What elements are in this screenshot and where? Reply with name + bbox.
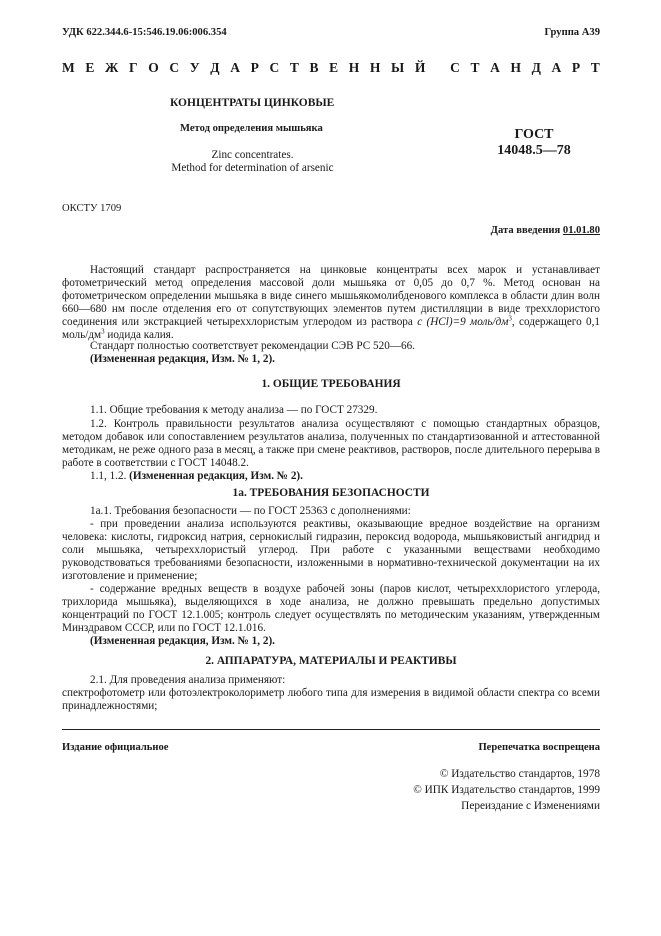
section-1-amendment: [62, 470, 600, 483]
gost-designation: [484, 127, 584, 159]
intro-text: Настоящий стандарт распространяется на цинковые концентраты всех марок и устанавливает фотометрический метод определения массовой доли мышьяка от 0,05 до 0,7 %. Метод основан на фотометрическом определении мышьяка в виде синего мышьякомолибденового комплекса в области длин волн 660—680 нм после отделения его от сопутствующих элементов путем дистилляции в виде треххлористого соединения или экстракцией четыреххлористым углеродом из раствора: [62, 264, 600, 329]
intro-date-value: 01.01.80: [562, 225, 600, 236]
english-title-line2: Method for determination of arsenic: [171, 162, 334, 174]
intro-date-label: Дата введения: [490, 225, 561, 236]
section-1-amendment-text: (Измененная редакция, Изм. № 2).: [129, 470, 303, 482]
english-title-line1: Zinc concentrates.: [211, 149, 294, 161]
section-1a-1: 1а.1. Требования безопасности — по ГОСТ 25363 с дополнениями:: [90, 505, 411, 517]
intro-unit-power-1: 3: [508, 314, 512, 323]
section-2-heading: 2. АППАРАТУРА, МАТЕРИАЛЫ И РЕАКТИВЫ: [205, 655, 457, 667]
reprint-notice: Перепечатка воспрещена: [478, 742, 600, 753]
intro-paragraph: [62, 264, 600, 343]
udk-code: УДК 622.344.6-15:546.19.06:006.354: [62, 27, 227, 38]
intro-date: [491, 225, 600, 236]
intro-text-middle: , содержащего 0,1 моль/дм: [62, 316, 601, 342]
copyright-1999: © ИПК Издательство стандартов, 1999: [413, 784, 600, 796]
intro-concentration: c (HCl)=9 моль/дм: [417, 316, 509, 329]
section-1a-amendment: (Измененная редакция, Изм. № 1, 2).: [90, 635, 275, 647]
footer-divider: [62, 729, 600, 730]
section-2-1-item: спектрофотометр или фотоэлектроколориметр любого типа для измерения в видимой области спектра со всеми принадлежностями;: [62, 687, 600, 713]
gost-number: 14048.5—78: [497, 143, 571, 158]
intro-sev-paragraph: Стандарт полностью соответствует рекомендации СЭВ РС 520—66.: [90, 340, 415, 352]
section-1a-air-content: - содержание вредных веществ в воздухе рабочей зоны (паров кислот, четыреххлористого углерода, трихлорида мышьяка), выделяющихся в ходе анализа, не должно превышать предельно допустимых концентраций по ГОСТ 12.1.005; контроль следует осуществлять по методическим указаниям, утвержденным Минздравом СССР, или по ГОСТ 12.1.016.: [62, 583, 600, 635]
section-1-heading: 1. ОБЩИЕ ТРЕБОВАНИЯ: [261, 378, 401, 390]
reissue-note: Переиздание с Изменениями: [461, 800, 600, 812]
intro-unit-power-2: 3: [101, 327, 105, 336]
group-code: Группа А39: [544, 27, 600, 38]
okstu-code: ОКСТУ 1709: [62, 203, 122, 214]
section-1a-hazards: - при проведении анализа используются реактивы, оказывающие вредное воздействие на организм человека: кислоты, гидроксид натрия, сернокислый гидразин, пероксид водорода, мышьяковистый ангидрид и соли мышьяка, четыреххлористый углерод. При работе с указанными веществами необходимо руководствоваться требованиями безопасности, изложенными в нормативно-технической документации на их изготовление и применение;: [62, 518, 600, 583]
official-edition: Издание официальное: [62, 742, 169, 753]
section-1-2: 1.2. Контроль правильности результатов анализа осуществляют с помощью стандартных образцов, методом добавок или сопоставлением результатов анализа, полученных по стандартизованной и аттестованной методикам, не реже одного раза в месяц, а также при смене реактивов, растворов, после длительного перерыва в работе в соответствии с ГОСТ 14048.2.: [62, 418, 600, 470]
document-subtitle: Метод определения мышьяка: [180, 123, 323, 134]
gost-label: ГОСТ: [514, 127, 554, 142]
section-1-amendment-items: 1.1, 1.2.: [90, 470, 127, 482]
copyright-1978: © Издательство стандартов, 1978: [439, 768, 600, 780]
section-1a-heading: 1а. ТРЕБОВАНИЯ БЕЗОПАСНОСТИ: [232, 487, 430, 499]
english-title: [150, 149, 355, 175]
section-2-1: 2.1. Для проведения анализа применяют:: [90, 674, 286, 686]
intro-amendment-note: (Измененная редакция, Изм. № 1, 2).: [90, 353, 275, 365]
intro-text-end: иодида калия.: [104, 329, 174, 342]
copyright-block: [413, 766, 600, 814]
section-1-1: 1.1. Общие требования к методу анализа — по ГОСТ 27329.: [90, 404, 378, 416]
standard-banner: М Е Ж Г О С У Д А Р С Т В Е Н Н Ы Й С Т А Н Д А Р Т: [62, 60, 600, 75]
document-title: КОНЦЕНТРАТЫ ЦИНКОВЫЕ: [170, 97, 335, 109]
